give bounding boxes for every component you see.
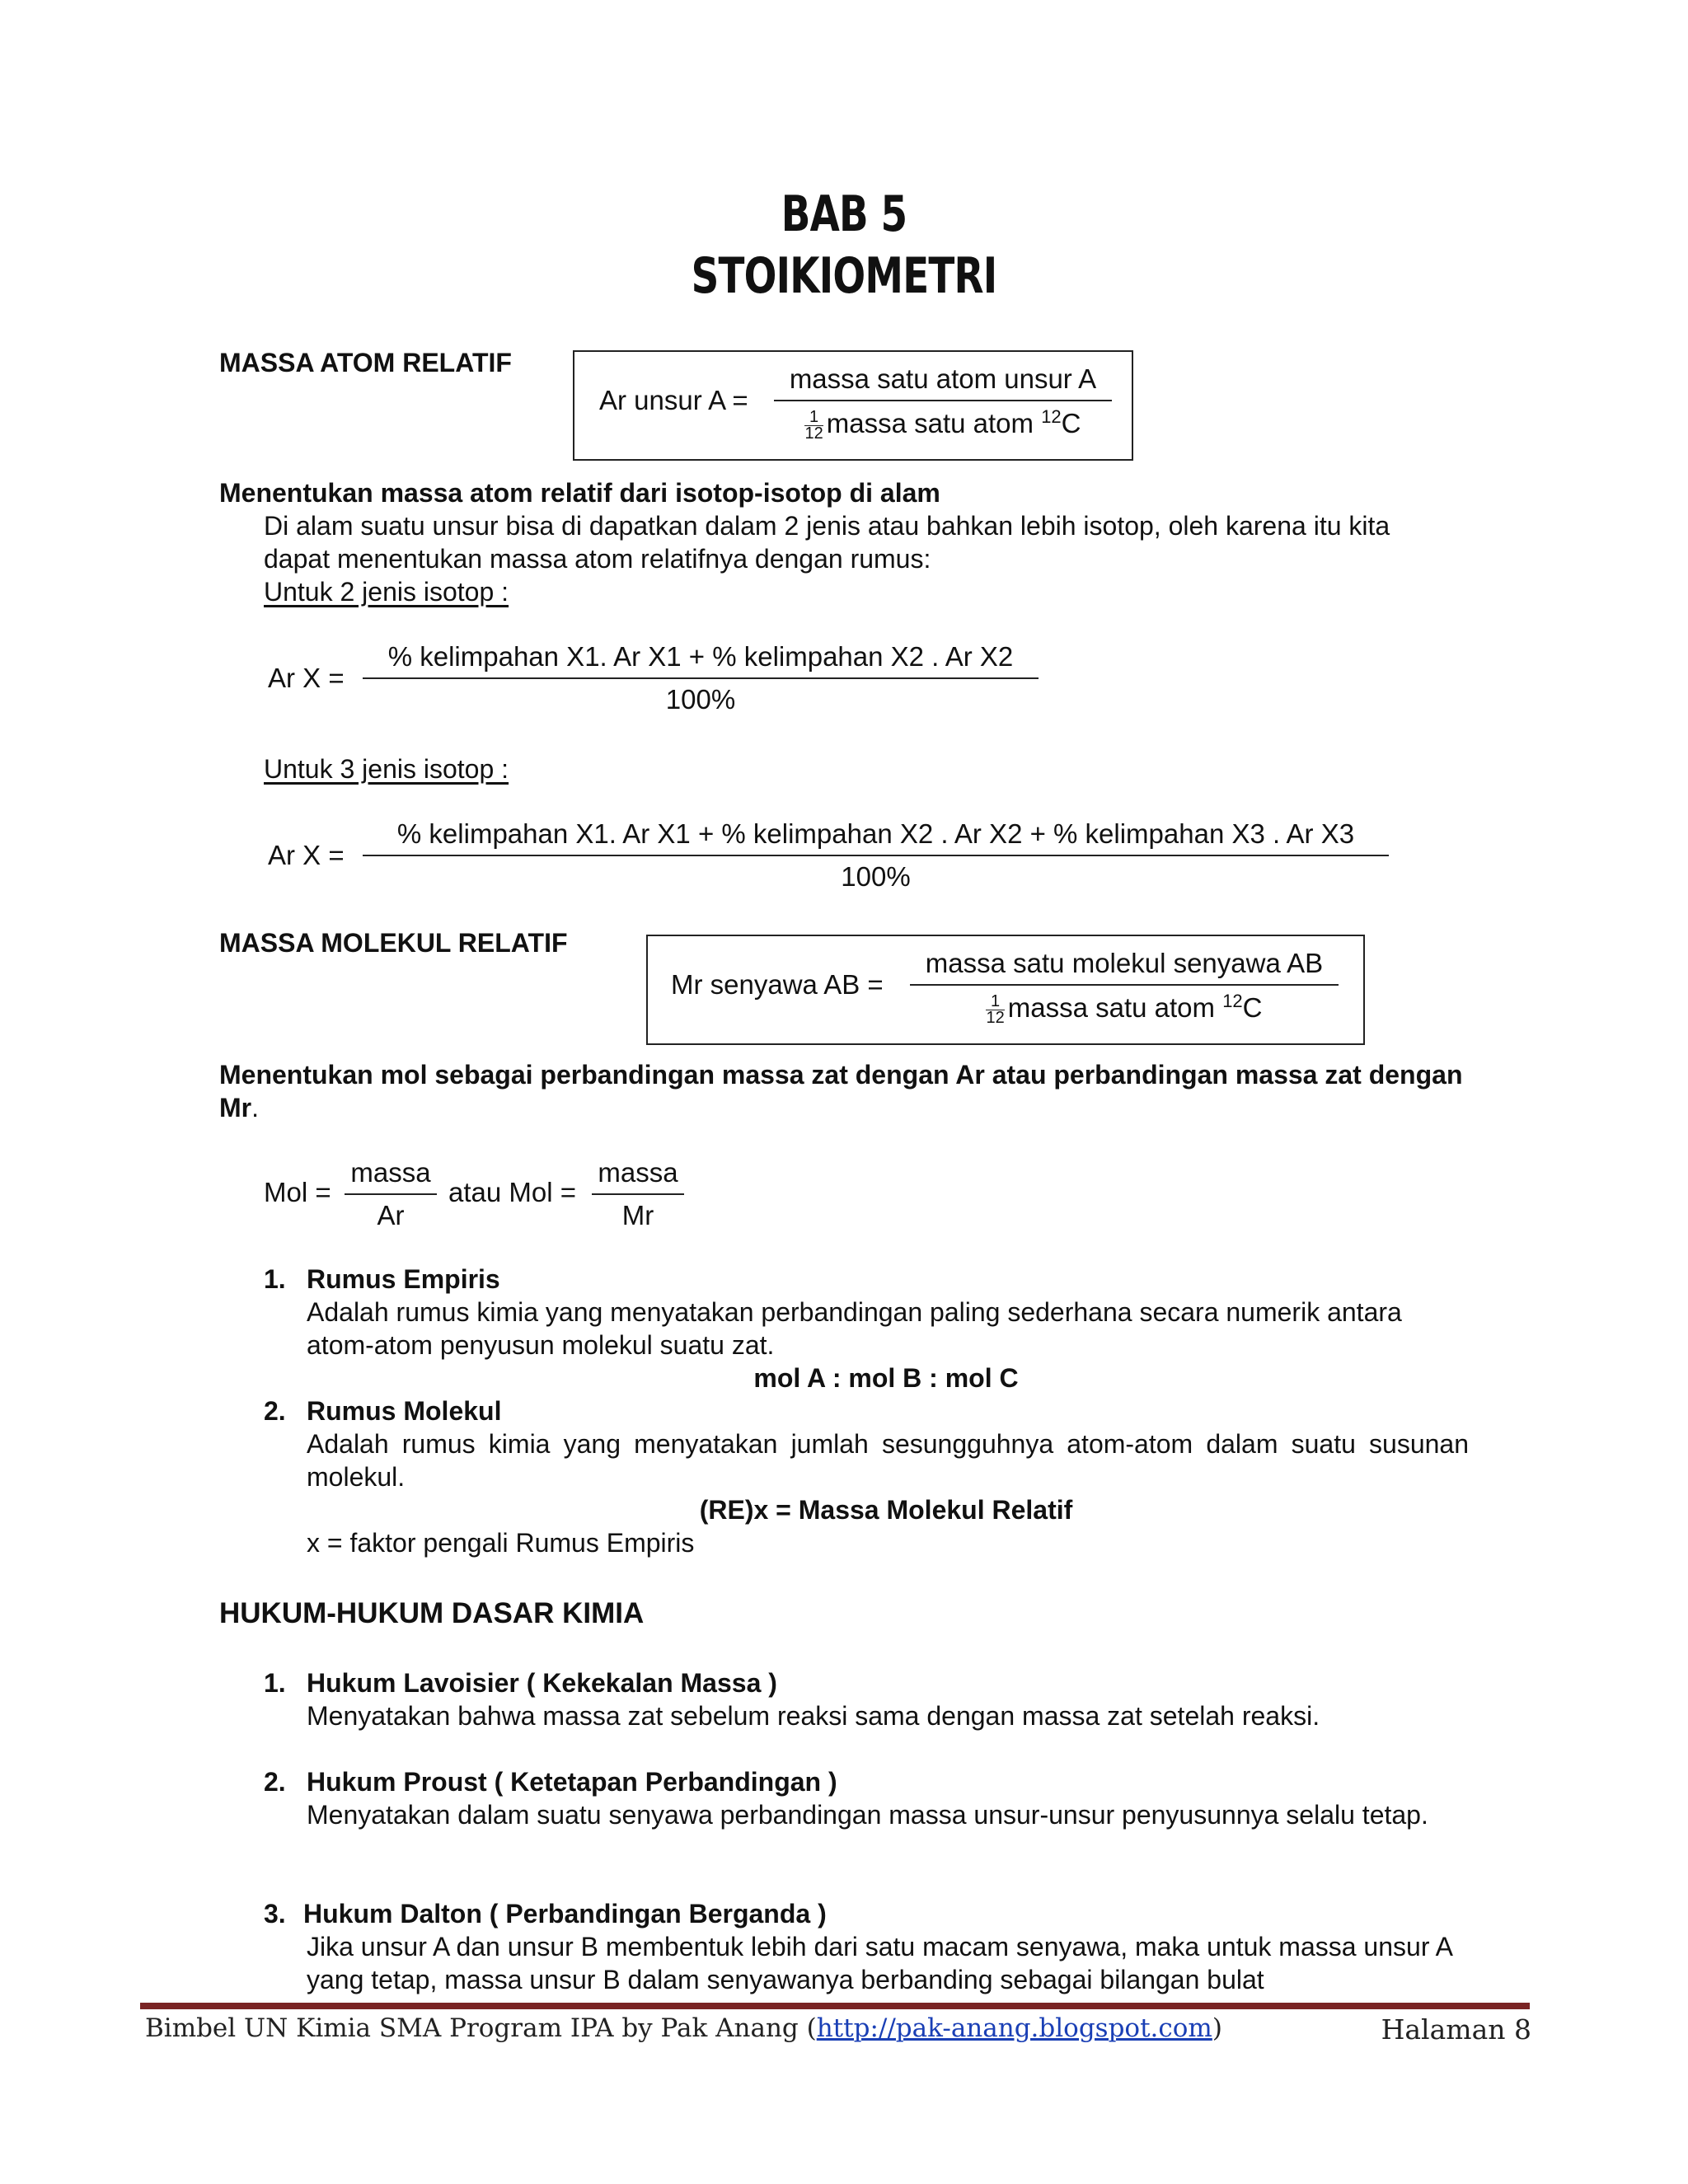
mol-lhs1: Mol = (264, 1177, 331, 1207)
hukum-lavoisier-title: Hukum Lavoisier ( Kekekalan Massa ) (307, 1668, 777, 1698)
footer-blog-link[interactable]: http://pak-anang.blogspot.com (816, 2013, 1212, 2043)
isotop-text: Di alam suatu unsur bisa di dapatkan dalam 2 jenis atau bahkan lebih isotop, oleh karena itu kita dapat menentukan massa atom relatifnya dengan rumus: (264, 511, 1390, 574)
formula2-lhs: Ar X = (268, 663, 345, 693)
page-number: Halaman 8 (1381, 2013, 1531, 2046)
hukum-dalton-number: 3. (264, 1899, 286, 1929)
mol-mid: atau Mol = (448, 1177, 577, 1207)
formula3-numerator: % kelimpahan X1. Ar X1 + % kelimpahan X2 . Ar X2 + % kelimpahan X3 . Ar X3 (363, 818, 1389, 856)
massa-molekul-relatif-heading: MASSA MOLEKUL RELATIF (219, 928, 568, 958)
chapter-title: STOIKIOMETRI (691, 247, 997, 305)
hukum-lavoisier-number: 1. (264, 1668, 286, 1698)
formula3-lhs: Ar X = (268, 840, 345, 870)
mr-denominator: $\frac{1}{12}$ massa satu atom $^{12}$C (986, 991, 1263, 1027)
hukum-heading: HUKUM-HUKUM DASAR KIMIA (219, 1597, 645, 1629)
formula3-fraction (363, 818, 1389, 893)
rumus-molekul-title: Rumus Molekul (307, 1396, 502, 1426)
mol-fraction-mr (592, 1157, 684, 1231)
ar-fraction (774, 363, 1112, 442)
formula2-numerator: % kelimpahan X1. Ar X1 + % kelimpahan X2 . Ar X2 (363, 641, 1039, 679)
hukum-lavoisier-text: Menyatakan bahwa massa zat sebelum reaksi sama dengan massa zat setelah reaksi. (307, 1701, 1320, 1731)
rumus-molekul-number: 2. (264, 1396, 286, 1426)
formula2-denominator: 100% (665, 684, 736, 715)
rumus-molekul-note: x = faktor pengali Rumus Empiris (307, 1528, 695, 1558)
rumus-molekul-text: Adalah rumus kimia yang menyatakan jumlah sesungguhnya atom-atom dalam suatu susunan molekul. (307, 1429, 1469, 1492)
rumus-empiris-title: Rumus Empiris (307, 1264, 500, 1294)
ar-numerator: massa satu atom unsur A (774, 363, 1112, 401)
hukum-proust-title: Hukum Proust ( Ketetapan Perbandingan ) (307, 1767, 837, 1797)
mol-num2: massa (592, 1157, 684, 1195)
mol-den1: Ar (377, 1200, 405, 1230)
mr-numerator: massa satu molekul senyawa AB (910, 948, 1339, 986)
rumus-empiris-number: 1. (264, 1264, 286, 1294)
hukum-dalton-text: Jika unsur A dan unsur B membentuk lebih dari satu macam senyawa, maka untuk massa unsur A yang tetap, massa unsur B dalam senyawanya berbanding sebagai bilangan bulat (307, 1932, 1452, 1994)
formula3-denominator: 100% (841, 861, 911, 892)
massa-atom-relatif-heading: MASSA ATOM RELATIF (219, 348, 512, 377)
ar-formula-box (573, 350, 1133, 461)
isotop-sub3: Untuk 3 jenis isotop : (264, 754, 509, 784)
rumus-molekul-formula: (RE)x = Massa Molekul Relatif (699, 1495, 1073, 1525)
mol-num1: massa (345, 1157, 437, 1195)
isotop-heading: Menentukan massa atom relatif dari isotop-isotop di alam (219, 478, 940, 508)
formula2-fraction (363, 641, 1039, 715)
one-twelfth: $\frac{1}{12}$ (804, 407, 823, 443)
hukum-proust-number: 2. (264, 1767, 286, 1797)
mr-formula-lhs: Mr senyawa AB = (671, 969, 884, 1000)
ar-formula-lhs: Ar unsur A = (599, 385, 748, 415)
rumus-empiris-formula: mol A : mol B : mol C (753, 1363, 1019, 1393)
ar-denominator: $\frac{1}{12}$ massa satu atom $^{12}$C (804, 406, 1081, 443)
mr-formula-box (646, 935, 1365, 1045)
one-twelfth: $\frac{1}{12}$ (986, 991, 1005, 1027)
isotop-sub2: Untuk 2 jenis isotop : (264, 577, 509, 607)
hukum-proust-text: Menyatakan dalam suatu senyawa perbandingan massa unsur-unsur penyusunnya selalu tetap. (307, 1800, 1428, 1830)
mr-fraction (910, 948, 1339, 1026)
chapter-number: BAB 5 (781, 185, 907, 243)
footer-divider (140, 2003, 1530, 2009)
hukum-dalton-title: Hukum Dalton ( Perbandingan Berganda ) (303, 1899, 827, 1929)
mol-den2: Mr (621, 1200, 654, 1230)
mol-heading: Menentukan mol sebagai perbandingan massa zat dengan Ar atau perbandingan massa zat dengan Mr. (219, 1060, 1463, 1122)
footer-credit: Bimbel UN Kimia SMA Program IPA by Pak Anang (http://pak-anang.blogspot.com) (145, 2013, 1222, 2043)
mol-fraction-ar (345, 1157, 437, 1231)
rumus-empiris-text: Adalah rumus kimia yang menyatakan perbandingan paling sederhana secara numerik antara atom-atom penyusun molekul suatu zat. (307, 1297, 1402, 1360)
